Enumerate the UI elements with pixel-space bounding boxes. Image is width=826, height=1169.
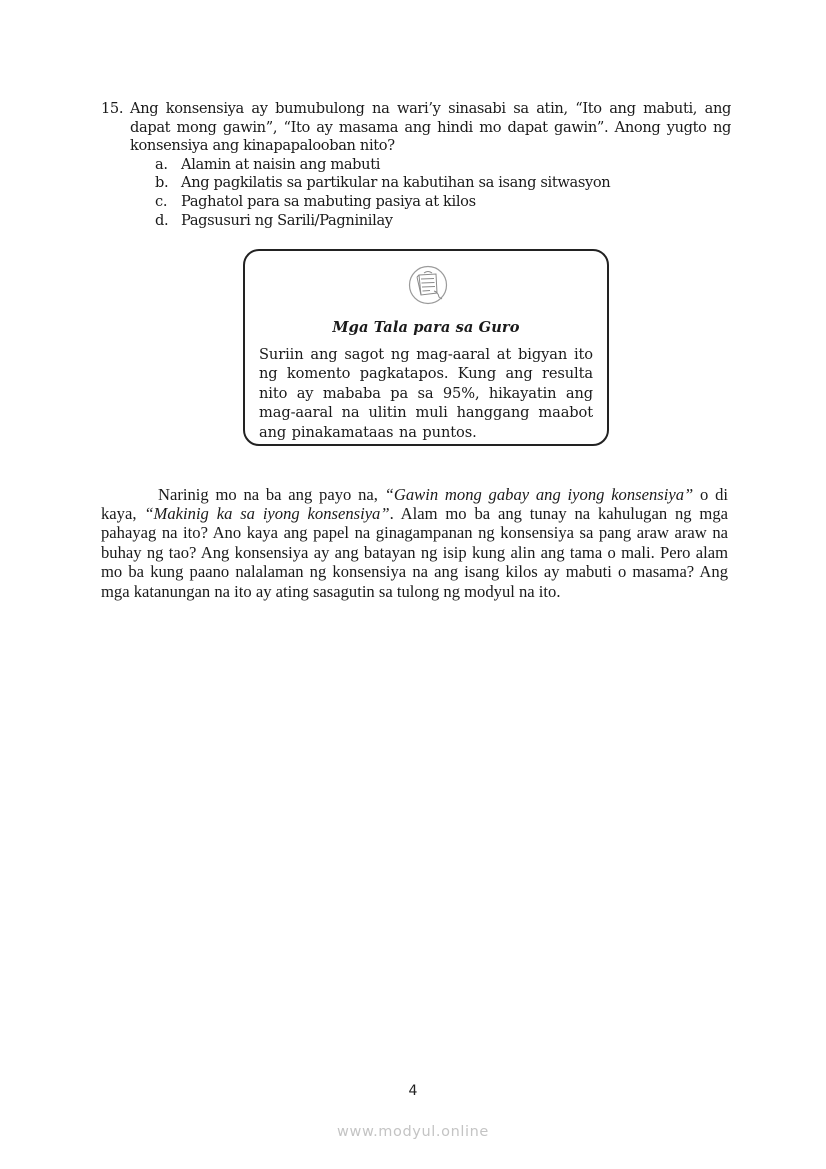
choice-c xyxy=(155,193,731,212)
page-number: 4 xyxy=(408,1083,418,1099)
note-title: Mga Tala para sa Guro xyxy=(332,319,520,336)
choice-letter: a. xyxy=(155,155,168,173)
intro-paragraph xyxy=(101,485,728,601)
choice-a xyxy=(155,156,731,175)
quote-makinig: “Makinig ka sa iyong konsensiya” xyxy=(144,504,390,523)
choice-text: Alamin at naisin ang mabuti xyxy=(181,155,381,173)
choice-text: Ang pagkilatis sa partikular na kabutihan sa isang sitwasyon xyxy=(181,174,611,192)
answer-choices xyxy=(155,156,731,230)
choice-letter: d. xyxy=(155,211,169,229)
paragraph-text: . Alam mo ba ang tunay na kahulugan ng mga pahayag na ito? Ano kaya ang papel na ginagampanan ng konsensiya sa pang araw araw na buhay ng tao? Ang konsensiya ay ang batayan ng isip kung alin ang tama o mali. Pero alam mo ba kung paano nalalaman ng konsensiya na ang isang kilos ay mabuti o masama? Ang mga katanungan na ito ay ating sasagutin sa tulong ng modyul na ito. xyxy=(101,504,728,601)
choice-d xyxy=(155,212,731,231)
choice-letter: b. xyxy=(155,174,169,192)
question-number: 15. xyxy=(101,100,124,117)
quote-gawin: “Gawin mong gabay ang iyong konsensiya” xyxy=(384,484,694,504)
paragraph-text: Narinig mo na ba ang payo na, xyxy=(158,484,385,504)
note-body: Suriin ang sagot ng mag-aaral at bigyan ito ng komento pagkatapos. Kung ang resulta nito ay mababa pa sa 95%, hikayatin ang mag-aaral na ulitin muli hanggang maabot ang pinakamataas na puntos. xyxy=(259,346,593,441)
choice-b xyxy=(155,174,731,193)
question-stem xyxy=(101,100,731,156)
choice-text: Paghatol para sa mabuting pasiya at kilos xyxy=(181,192,476,210)
teacher-note-box xyxy=(243,249,609,446)
teacher-notes-icon xyxy=(408,265,448,305)
question-text: Ang konsensiya ay bumubulong na wari’y sinasabi sa atin, “Ito ang mabuti, ang dapat mong gawin”, “Ito ay masama ang hindi mo dapat gawin”. Anong yugto ng konsensiya ang kinapapalooban nito? xyxy=(130,100,731,155)
choice-letter: c. xyxy=(155,192,168,210)
paragraph-text: o di kaya, xyxy=(101,484,728,523)
question-15 xyxy=(101,100,731,230)
watermark: www.modyul.online xyxy=(337,1124,489,1140)
choice-text: Pagsusuri ng Sarili/Pagninilay xyxy=(181,211,393,229)
